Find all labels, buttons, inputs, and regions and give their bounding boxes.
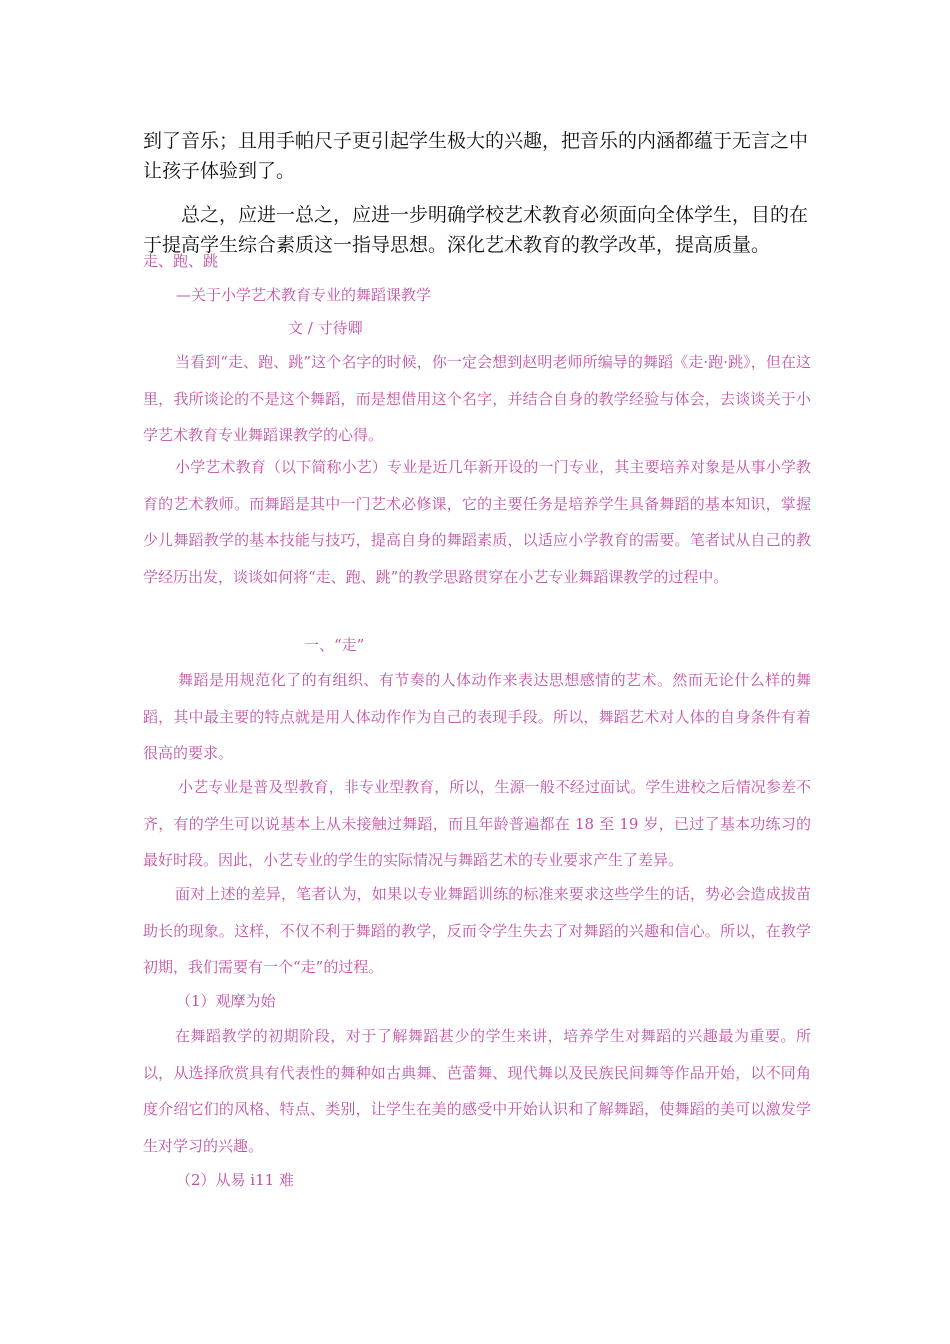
article-paragraph-2: 小学艺术教育（以下简称小艺）专业是近几年新开设的一门专业，其主要培养对象是从事小学教育的艺术教师。而舞蹈是其中一门艺术必修课，它的主要任务是培养学生具备舞蹈的基本知识，掌握少儿舞蹈教学的基本技能与技巧，提高自身的舞蹈素质，以适应小学教育的需要。笔者试从自己的教学经历出发，谈谈如何将“走、跑、跳”的教学思路贯穿在小艺专业舞蹈课教学的过程中。 — [143, 458, 811, 586]
article-paragraph-3: 舞蹈是用规范化了的有组织、有节奏的人体动作来表达思想感情的艺术。然而无论什么样的舞蹈，其中最主要的特点就是用人体动作作为自己的表现手段。所以，舞蹈艺术对人体的自身条件有着很高的要求。 — [143, 671, 811, 762]
article-paragraph-5: 面对上述的差异，笔者认为，如果以专业舞蹈训练的标准来要求这些学生的话，势必会造成拔苗助长的现象。这样，不仅不利于舞蹈的教学，反而令学生失去了对舞蹈的兴趣和信心。所以，在教学初期，我们需要有一个“走”的过程。 — [143, 885, 811, 976]
article-title: 走、跑、跳 — [143, 252, 219, 270]
intro-paragraph-2: 总之，应进一总之，应进一步明确学校艺术教育必须面向全体学生，目的在于提高学生综合素质这一指导思想。深化艺术教育的教学改革，提高质量。 — [143, 204, 809, 256]
article-paragraph-4: 小艺专业是普及型教育，非专业型教育，所以，生源一般不经过面试。学生进校之后情况参差不齐，有的学生可以说基本上从未接触过舞蹈，而且年龄普遍都在 18 至 19 岁，已过了基本功练习的最好时段。因此，小艺专业的学生的实际情况与舞蹈艺术的专业要求产生了差异。 — [143, 778, 811, 869]
section-heading-walk: 一、“走” — [304, 636, 365, 654]
subheading-easy-to-hard: （2）从易 i11 难 — [176, 1171, 294, 1189]
intro-paragraph-1: 到了音乐；且用手帕尺子更引起学生极大的兴趣，把音乐的内涵都蕴于无言之中让孩子体验到了。 — [143, 130, 809, 182]
article-subtitle: —关于小学艺术教育专业的舞蹈课教学 — [176, 286, 432, 304]
article-paragraph-6: 在舞蹈教学的初期阶段，对于了解舞蹈甚少的学生来讲，培养学生对舞蹈的兴趣最为重要。所以，从选择欣赏具有代表性的舞种如古典舞、芭蕾舞、现代舞以及民族民间舞等作品开始，以不同角度介绍它们的风格、特点、类别，让学生在美的感受中开始认识和了解舞蹈，使舞蹈的美可以激发学生对学习的兴趣。 — [143, 1027, 811, 1155]
article-paragraph-1: 当看到“走、跑、跳”这个名字的时候，你一定会想到赵明老师所编导的舞蹈《走·跑·跳》，但在这里，我所谈论的不是这个舞蹈，而是想借用这个名字，并结合自身的教学经验与体会，去谈谈关于小学艺术教育专业舞蹈课教学的心得。 — [143, 353, 811, 444]
subheading-observation: （1）观摩为始 — [176, 992, 276, 1010]
article-author: 文 / 寸待卿 — [288, 319, 363, 337]
